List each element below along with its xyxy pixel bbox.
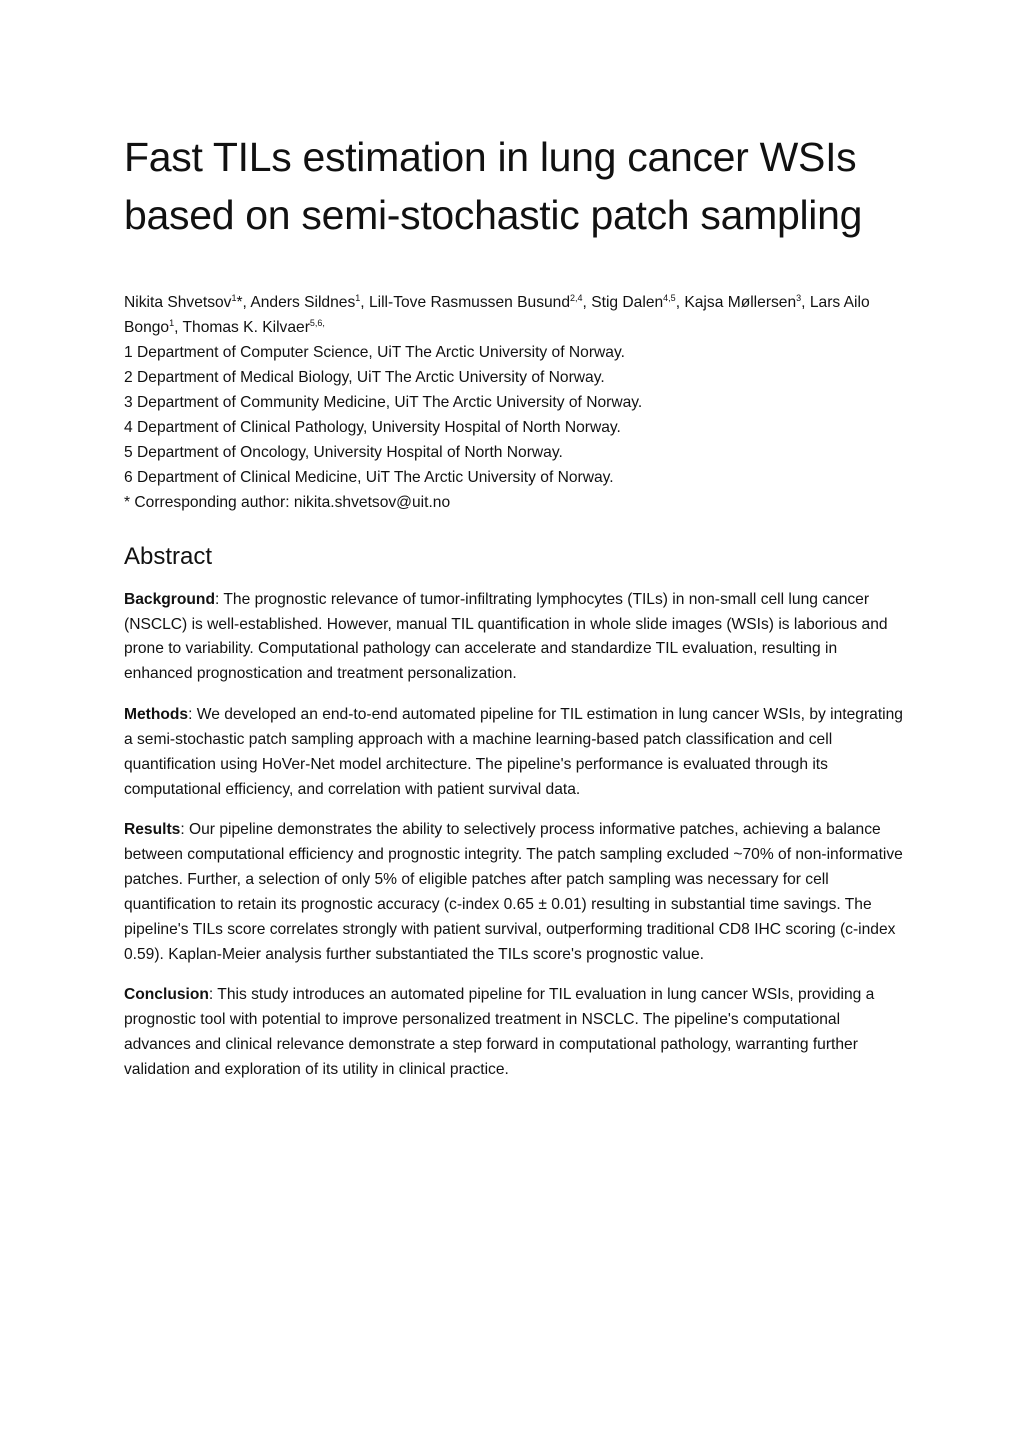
corresponding-author: * Corresponding author: nikita.shvetsov@uit.no xyxy=(124,494,451,511)
abstract-heading: Abstract xyxy=(124,543,213,570)
abstract-results xyxy=(124,818,904,967)
author-affiliation-sup: 1 xyxy=(231,292,237,303)
author-affiliation-sup: 4,5 xyxy=(663,292,676,303)
methods-text: : We developed an end-to-end automated pipeline for TIL estimation in lung cancer WSIs, by integrating a semi-stochastic patch sampling approach with a machine learning-based patch classification and cell quantification using HoVer-Net model architecture. The pipeline's performance is evaluated through its computational efficiency, and correlation with patient survival data. xyxy=(124,705,903,798)
results-label: Results xyxy=(124,821,181,839)
author-name: Kajsa Møllersen xyxy=(684,294,797,311)
author-name: Stig Dalen xyxy=(591,294,664,311)
author-name: Lill-Tove Rasmussen Busund xyxy=(368,294,571,311)
abstract-background xyxy=(124,588,904,688)
paper-title xyxy=(124,128,904,244)
affiliation-item: 5 Department of Oncology, University Hospital of North Norway. xyxy=(124,444,563,461)
title-line-2: based on semi-stochastic patch sampling xyxy=(124,192,863,238)
author-affiliation-sup: 3 xyxy=(796,292,802,303)
author-name: Lars Ailo Bongo xyxy=(124,294,870,336)
abstract-conclusion xyxy=(124,983,904,1083)
author-name: Thomas K. Kilvaer xyxy=(182,319,310,336)
abstract-methods xyxy=(124,703,904,803)
author-affiliation-sup: 5,6, xyxy=(309,317,325,328)
methods-label: Methods xyxy=(124,705,189,723)
paper-page xyxy=(124,128,904,1097)
author-affiliation-sup: 1 xyxy=(169,317,175,328)
affiliation-item: 3 Department of Community Medicine, UiT The Arctic University of Norway. xyxy=(124,394,643,411)
results-text: : Our pipeline demonstrates the ability to selectively process informative patches, achieving a balance between computational efficiency and prognostic integrity. The patch sampling excluded ~70% of non-informative patches. Further, a selection of only 5% of eligible patches after patch sampling was necessary for cell quantification to retain its prognostic accuracy (c-index 0.65 ± 0.01) resulting in substantial time savings. The pipeline's TILs score correlates strongly with patient survival, outperforming traditional CD8 IHC scoring (c-index 0.59). Kaplan-Meier analysis further substantiated the TILs score's prognostic value. xyxy=(124,821,903,963)
conclusion-label: Conclusion xyxy=(124,986,209,1004)
affiliation-item: 4 Department of Clinical Pathology, University Hospital of North Norway. xyxy=(124,419,621,436)
author-list: Nikita Shvetsov$^1$*, Anders Sildnes$^1$, Lill-Tove Rasmussen Busund$^{2,4}$, Stig Dalen$^{4,5}$, Kajsa Møllersen$^3$, Lars Ailo Bongo$^1$, Thomas K. Kilvaer$^{5,6,}$ xyxy=(124,292,870,336)
background-text: : The prognostic relevance of tumor-infiltrating lymphocytes (TILs) in non-small cell lung cancer (NSCLC) is well-established. However, manual TIL quantification in whole slide images (WSIs) is laborious and prone to variability. Computational pathology can accelerate and standardize TIL evaluation, resulting in enhanced prognostication and treatment personalization. xyxy=(124,590,888,683)
affiliation-item: 2 Department of Medical Biology, UiT The Arctic University of Norway. xyxy=(124,369,605,386)
background-label: Background xyxy=(124,590,215,608)
author-affiliation-sup: 2,4 xyxy=(570,292,583,303)
author-affiliation-sup: 1 xyxy=(355,292,361,303)
author-name: Anders Sildnes xyxy=(250,294,356,311)
title-line-1: Fast TILs estimation in lung cancer WSIs xyxy=(124,134,857,180)
author-name: Nikita Shvetsov xyxy=(124,294,232,311)
affiliation-list xyxy=(124,340,904,515)
affiliation-item: 6 Department of Clinical Medicine, UiT The Arctic University of Norway. xyxy=(124,469,614,486)
conclusion-text: : This study introduces an automated pipeline for TIL evaluation in lung cancer WSIs, providing a prognostic tool with potential to improve personalized treatment in NSCLC. The pipeline's computational advances and clinical relevance demonstrate a step forward in computational pathology, warranting further validation and exploration of its utility in clinical practice. xyxy=(124,986,875,1078)
affiliation-item: 1 Department of Computer Science, UiT The Arctic University of Norway. xyxy=(124,344,625,361)
